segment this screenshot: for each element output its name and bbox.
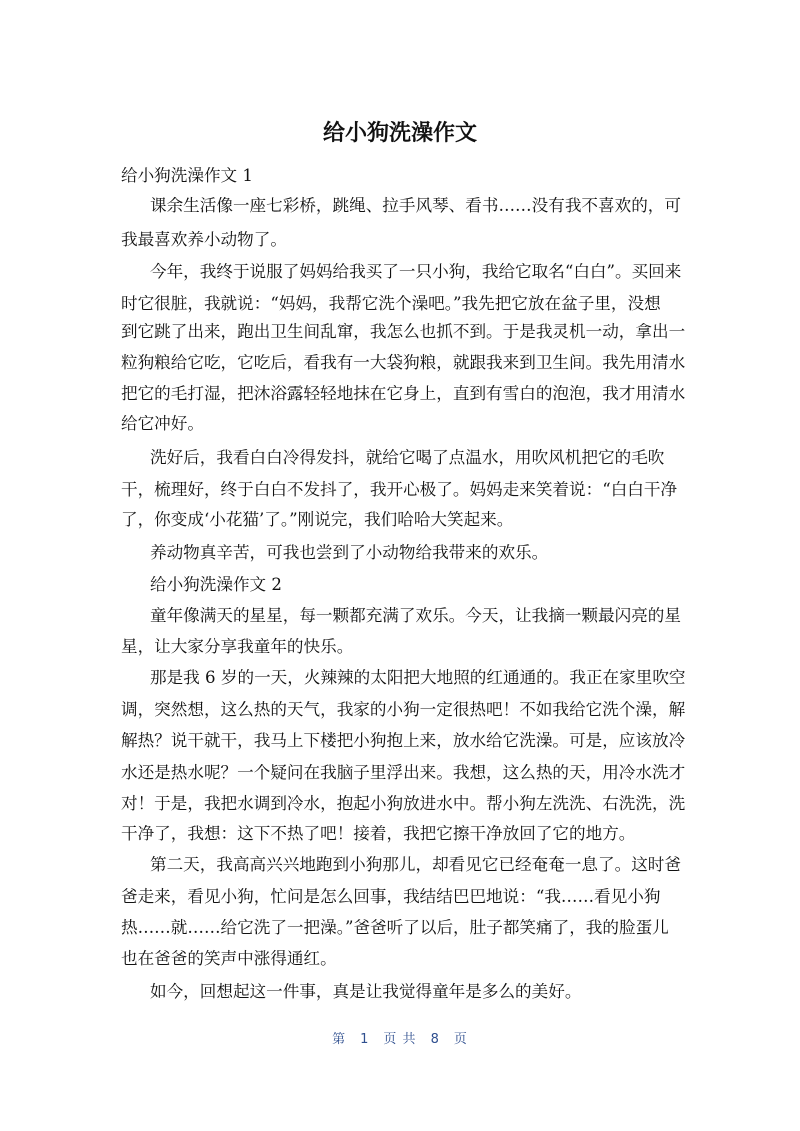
paragraph-line: 给它冲好。 [121,414,204,433]
paragraph-line: 养动物真辛苦，可我也尝到了小动物给我带来的欢乐。 [150,543,549,562]
paragraph-line: 时它很脏，我就说：“妈妈，我帮它洗个澡吧。”我先把它放在盆子里，没想 [121,294,661,313]
paragraph-line: 课余生活像一座七彩桥，跳绳、拉手风琴、看书……没有我不喜欢的，可 [150,196,681,215]
paragraph-line: 我最喜欢养小动物了。 [121,230,287,249]
paragraph-line: 干净了，我想：这下不热了吧！接着，我把它擦干净放回了它的地方。 [121,824,636,843]
paragraph-line: 对！于是，我把水调到冷水，抱起小狗放进水中。帮小狗左洗洗、右洗洗，洗 [121,794,686,813]
paragraph-line: 爸走来，看见小狗，忙问是怎么回事，我结结巴巴地说：“我……看见小狗 [121,887,661,906]
page-footer [0,1030,800,1050]
page-title: 给小狗洗澡作文 [322,121,477,146]
paragraph-line: 童年像满天的星星，每一颗都充满了欢乐。今天，让我摘一颗最闪亮的星 [150,606,681,625]
footer-prefix: 第 [332,1032,347,1047]
current-page-number: 1 [360,1032,370,1047]
paragraph-line: 如今，回想起这一件事，真是让我觉得童年是多么的美好。 [150,982,582,1001]
total-pages-number: 8 [430,1032,440,1047]
paragraph-line: 水还是热水呢？一个疑问在我脑子里浮出来。我想，这么热的天，用冷水洗才 [121,763,686,782]
paragraph-line: 今年，我终于说服了妈妈给我买了一只小狗，我给它取名“白白”。买回来 [150,262,682,281]
paragraph-line: 到它跳了出来，跑出卫生间乱窜，我怎么也抓不到。于是我灵机一动，拿出一 [121,322,686,341]
paragraph-line: 粒狗粮给它吃，它吃后，看我有一大袋狗粮，就跟我来到卫生间。我先用清水 [121,353,686,372]
paragraph-line: 也在爸爸的笑声中涨得通红。 [121,949,337,968]
paragraph-line: 了，你变成‘小花猫’了。”刚说完，我们哈哈大笑起来。 [121,510,514,529]
section-heading: 给小狗洗澡作文 2 [150,575,282,594]
paragraph-line: 热……就……给它洗了一把澡。”爸爸听了以后，肚子都笑痛了，我的脸蛋儿 [121,918,669,937]
paragraph-line: 把它的毛打湿，把沐浴露轻轻地抹在它身上，直到有雪白的泡泡，我才用清水 [121,384,686,403]
paragraph-line: 调，突然想，这么热的天气，我家的小狗一定很热吧！不如我给它洗个澡，解 [121,700,686,719]
paragraph-line: 那是我 6 岁的一天，火辣辣的太阳把大地照的红通通的。我正在家里吹空 [150,668,686,687]
paragraph-line: 洗好后，我看白白冷得发抖，就给它喝了点温水，用吹风机把它的毛吹 [150,448,665,467]
section-heading: 给小狗洗澡作文 1 [121,166,253,185]
footer-middle: 页 共 [383,1032,417,1047]
paragraph-line: 第二天，我高高兴兴地跑到小狗那儿，却看见它已经奄奄一息了。这时爸 [150,855,681,874]
paragraph-line: 干，梳理好，终于白白不发抖了，我开心极了。妈妈走来笑着说：“白白干净 [121,480,678,499]
paragraph-line: 星，让大家分享我童年的快乐。 [121,637,354,656]
paragraph-line: 解热？说干就干，我马上下楼把小狗抱上来，放水给它洗澡。可是，应该放冷 [121,731,686,750]
footer-suffix: 页 [453,1032,468,1047]
